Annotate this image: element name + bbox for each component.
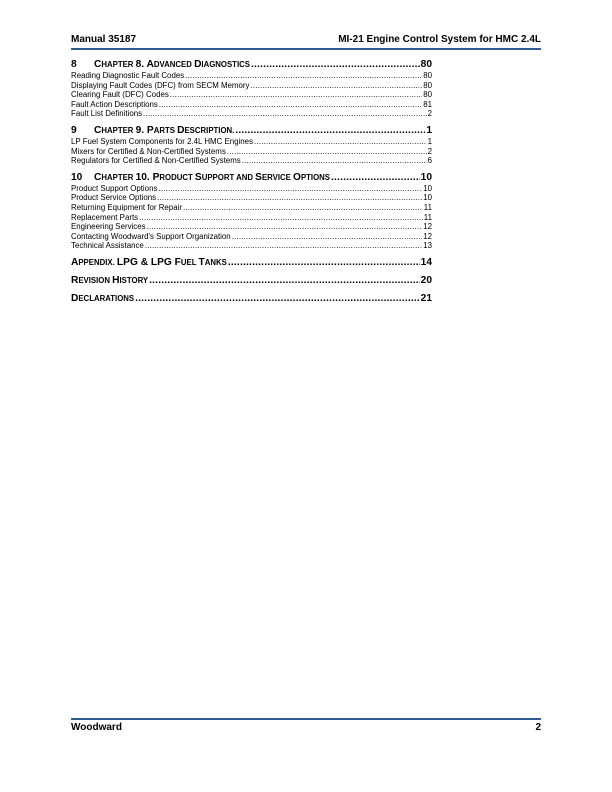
leader-dots xyxy=(149,274,420,287)
leader-dots xyxy=(159,100,422,110)
chapter-number: 10 xyxy=(71,171,83,183)
toc-entry[interactable] xyxy=(71,184,432,194)
toc-entry[interactable] xyxy=(71,100,432,110)
leader-dots xyxy=(254,137,427,147)
leader-dots xyxy=(183,203,423,213)
chapter-page: 1 xyxy=(426,124,432,136)
leader-dots xyxy=(145,241,422,251)
entry-label: Engineering Services xyxy=(71,222,146,232)
toc-entry[interactable] xyxy=(71,203,432,213)
leader-dots xyxy=(251,58,420,71)
leader-dots xyxy=(331,171,420,184)
toc-entry[interactable] xyxy=(71,156,432,166)
entry-page: 12 xyxy=(423,222,432,232)
toc-appendix[interactable] xyxy=(71,256,432,269)
toc-chapter-9[interactable] xyxy=(71,124,432,137)
company-name: Woodward xyxy=(71,722,122,733)
leader-dots xyxy=(135,292,420,305)
entry-label: Regulators for Certified & Non-Certified Systems xyxy=(71,156,241,166)
entry-label: Reading Diagnostic Fault Codes xyxy=(71,71,185,80)
leader-dots xyxy=(232,232,423,242)
entry-label: Contacting Woodward's Support Organization xyxy=(71,231,231,241)
entry-label: Fault Action Descriptions xyxy=(71,99,158,109)
toc-entry[interactable] xyxy=(71,109,432,119)
chapter-page: 10 xyxy=(420,171,432,183)
toc-chapter-8[interactable] xyxy=(71,58,432,71)
toc-entry[interactable] xyxy=(71,222,432,232)
page-footer xyxy=(71,722,541,733)
entry-label: Displaying Fault Codes (DFC) from SECM Memory xyxy=(71,80,250,90)
entry-page: 11 xyxy=(423,212,432,222)
entry-page: 80 xyxy=(423,90,432,100)
table-of-contents xyxy=(71,58,432,305)
declarations-page: 21 xyxy=(420,292,432,304)
entry-page: 2 xyxy=(427,146,432,156)
toc-entry[interactable] xyxy=(71,90,432,100)
entry-page: 13 xyxy=(423,241,432,251)
entry-label: Clearing Fault (DFC) Codes xyxy=(71,90,169,100)
chapter-title: CHAPTER 10. PRODUCT SUPPORT AND SERVICE OPTIONS xyxy=(94,171,330,183)
toc-chapter-10[interactable] xyxy=(71,171,432,184)
entry-label: Technical Assistance xyxy=(71,241,144,251)
entry-page: 11 xyxy=(423,202,432,212)
toc-entry[interactable] xyxy=(71,71,432,81)
chapter-title: CHAPTER 8. ADVANCED DIAGNOSTICS xyxy=(94,59,250,70)
leader-dots xyxy=(143,109,427,119)
entry-page: 80 xyxy=(423,80,432,90)
entry-page: 81 xyxy=(423,99,432,109)
entry-page: 1 xyxy=(427,136,432,146)
page-number: 2 xyxy=(535,722,541,733)
document-title: MI-21 Engine Control System for HMC 2.4L xyxy=(338,34,541,45)
header-divider xyxy=(71,48,541,50)
leader-dots xyxy=(170,90,422,100)
toc-entry[interactable] xyxy=(71,213,432,223)
leader-dots xyxy=(158,184,422,194)
toc-entry[interactable] xyxy=(71,241,432,251)
leader-dots xyxy=(139,213,423,223)
entry-label: Product Service Options xyxy=(71,193,157,203)
entry-page: 80 xyxy=(423,71,432,80)
toc-revision-history[interactable] xyxy=(71,274,432,287)
entry-page: 6 xyxy=(427,156,432,166)
toc-entry[interactable] xyxy=(71,137,432,147)
footer-divider xyxy=(71,718,541,720)
entry-label: Product Support Options xyxy=(71,183,158,193)
revision-title: REVISION HISTORY xyxy=(71,274,149,286)
entry-label: Replacement Parts xyxy=(71,212,139,222)
toc-entry[interactable] xyxy=(71,232,432,242)
chapter-number: 9 xyxy=(71,124,77,136)
leader-dots xyxy=(235,124,425,137)
revision-page: 20 xyxy=(420,274,432,286)
entry-label: Mixers for Certified & Non-Certified Systems xyxy=(71,146,226,156)
entry-page: 2 xyxy=(427,109,432,119)
leader-dots xyxy=(228,256,420,269)
entry-label: LP Fuel System Components for 2.4L HMC Engines xyxy=(71,136,254,146)
chapter-number: 8 xyxy=(71,59,77,70)
chapter-page: 80 xyxy=(420,59,432,70)
declarations-title: DECLARATIONS xyxy=(71,292,135,304)
toc-entry[interactable] xyxy=(71,193,432,203)
manual-number: Manual 35187 xyxy=(71,34,137,45)
appendix-page: 14 xyxy=(420,256,432,268)
appendix-title: APPENDIX. LPG & LPG FUEL TANKS xyxy=(71,256,227,268)
toc-declarations[interactable] xyxy=(71,292,432,305)
leader-dots xyxy=(242,156,427,166)
entry-page: 10 xyxy=(423,193,432,203)
leader-dots xyxy=(157,193,422,203)
entry-page: 12 xyxy=(423,231,432,241)
leader-dots xyxy=(147,222,423,232)
chapter-title: CHAPTER 9. PARTS DESCRIPTION. xyxy=(94,124,235,136)
leader-dots xyxy=(185,71,422,81)
entry-page: 10 xyxy=(423,183,432,193)
leader-dots xyxy=(227,147,427,157)
leader-dots xyxy=(250,81,422,91)
toc-entry[interactable] xyxy=(71,147,432,157)
toc-entry[interactable] xyxy=(71,81,432,91)
entry-label: Returning Equipment for Repair xyxy=(71,202,182,212)
page-header xyxy=(71,34,541,46)
entry-label: Fault List Definitions xyxy=(71,109,143,119)
